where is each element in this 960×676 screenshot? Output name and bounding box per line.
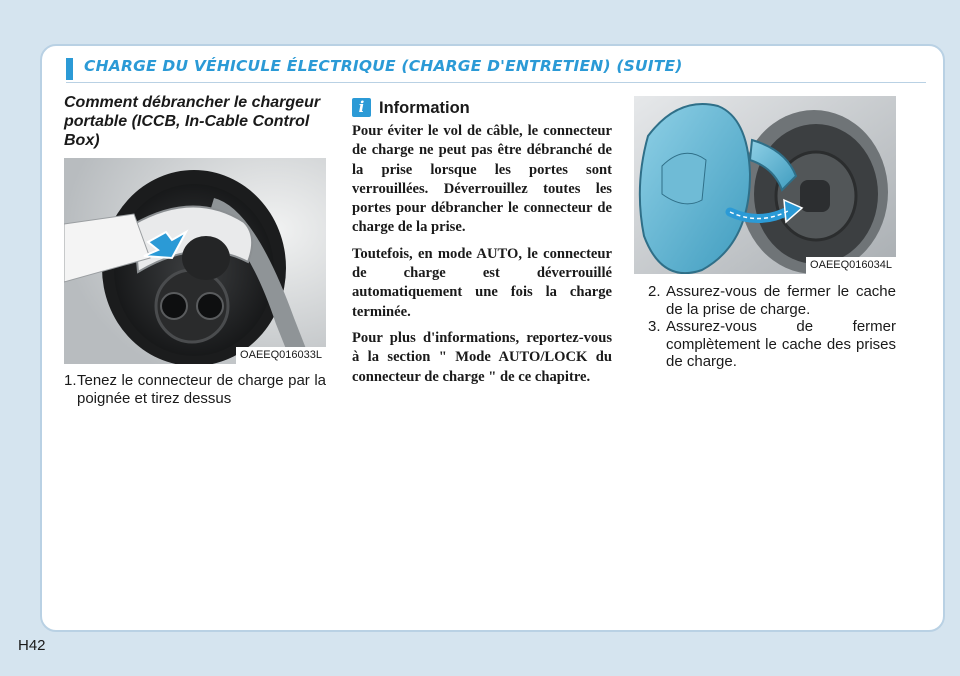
section-title-rule <box>66 82 926 83</box>
step-text: Assurez-vous de fermer le cache de la prise de charge. <box>666 283 896 318</box>
section-title: CHARGE DU VÉHICULE ÉLECTRIQUE (CHARGE D'ENTRETIEN) (SUITE) <box>84 57 683 75</box>
step-number: 2. <box>648 283 661 300</box>
section-accent-bar <box>66 58 73 80</box>
step-3 <box>648 318 896 371</box>
info-paragraph: Toutefois, en mode AUTO, le connecteur de charge est déverrouillé automatiquement une fois la charge terminée. <box>352 245 612 320</box>
step-text: Assurez-vous de fermer complètement le cache des prises de charge. <box>666 318 896 370</box>
info-icon: i <box>352 98 371 117</box>
step-2 <box>648 283 896 318</box>
image-caption: OAEEQ016034L <box>806 257 896 274</box>
step-text: Tenez le connecteur de charge par la poignée et tirez dessus <box>77 372 326 407</box>
charge-door-photo <box>634 96 896 274</box>
info-paragraph: Pour plus d'informations, reportez-vous à la section " Mode AUTO/LOCK du connecteur de charge " de ce chapitre. <box>352 329 612 385</box>
step-number: 3. <box>648 318 661 335</box>
charging-connector-illustration <box>64 158 326 364</box>
subheading: Comment débrancher le chargeur portable (ICCB, In-Cable Control Box) <box>64 94 321 149</box>
charge-port-door-illustration <box>634 96 896 274</box>
page-number: H42 <box>18 637 46 654</box>
info-title: Information <box>379 99 470 117</box>
info-body <box>352 122 612 394</box>
step-1 <box>64 372 326 407</box>
step-number: 1. <box>64 372 77 389</box>
image-caption: OAEEQ016033L <box>236 347 326 364</box>
connector-photo <box>64 158 326 364</box>
info-paragraph: Pour éviter le vol de câble, le connecteur de charge ne peut pas être débranché de la prise lorsque les portes sont verrouillées. Déverrouillez toutes les portes pour débrancher le connecteur de charge de la prise. <box>352 123 612 236</box>
